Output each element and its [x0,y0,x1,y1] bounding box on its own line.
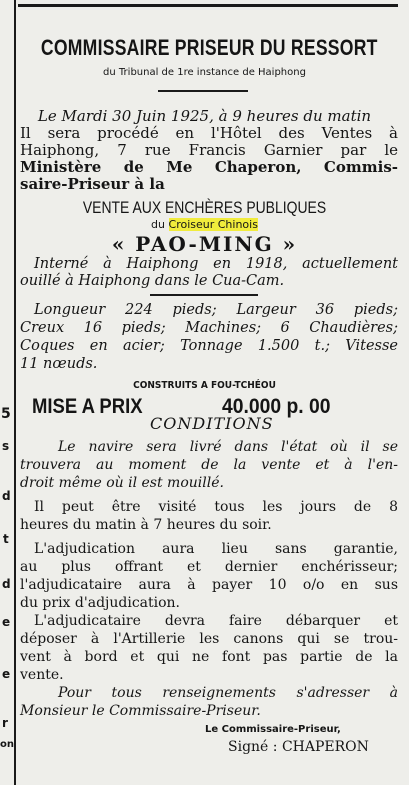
cruiser-highlight: Croiseur Chinois [168,218,258,231]
condition-line: Monsieur le Commissaire-Priseur. [20,703,261,719]
header-rule [158,90,248,92]
intro-line: saire-Priseur à la [20,175,165,193]
spec-line: Creux 16 pieds; Machines; 6 Chaudières; [20,320,398,336]
condition-line: vent à bord et qui ne font pas partie de la [20,649,398,665]
condition-line: L'adjudicataire devra faire débarquer et [34,613,398,629]
court-line: du Tribunal de 1re instance de Haiphong [103,67,306,78]
margin-fragment: e [2,667,11,681]
intro-line: Il sera procédé en l'Hôtel des Ventes à [20,124,398,142]
condition-line: heures du matin à 7 heures du soir. [20,517,272,533]
cruiser-line [0,219,409,230]
sale-date-line: Le Mardi 30 Juin 1925, à 9 heures du matin [37,107,372,125]
conditions-heading: CONDITIONS [150,414,274,433]
ship-name: « PAO-MING » [111,232,298,256]
condition-line: au plus offrant et dernier enchérisseur; [20,559,398,575]
margin-fragment: s [2,439,10,453]
margin-fragment: t [3,532,9,546]
interned-line: Interné à Haiphong en 1918, actuellement [34,256,398,272]
intro-line: Haiphong, 7 rue Francis Garnier par le [20,141,398,159]
margin-fragment: on [0,739,14,750]
price-label: MISE A PRIX [32,395,143,418]
du-word: du [151,218,166,231]
condition-line: trouvera au moment de la vente et à l'en- [20,457,398,473]
section-rule [150,294,258,296]
top-border-rule [18,4,398,7]
condition-line: l'adjudicataire aura à payer 10 o/o en sus [20,577,398,593]
margin-fragment: r [2,716,8,730]
condition-line: du prix d'adjudication. [20,595,181,611]
signature: Signé : CHAPERON [228,739,369,755]
signature-title: Le Commissaire-Priseur, [205,724,341,735]
built-line: CONSTRUITS A FOU-TCHÉOU [133,380,276,391]
condition-line: L'adjudication aura lieu sans garantie, [34,541,398,557]
condition-line: droit même où il est mouillé. [20,475,224,491]
margin-fragment: d [2,489,11,503]
condition-line: déposer à l'Artillerie les canons qui se trou- [20,631,398,647]
interned-line: ouillé à Haiphong dans le Cua-Cam. [20,273,285,289]
sale-heading: VENTE AUX ENCHÈRES PUBLIQUES [82,198,327,217]
spec-line: Longueur 224 pieds; Largeur 36 pieds; [34,302,398,318]
spec-line: Coques en acier; Tonnage 1.500 t.; Vitesse [20,338,398,354]
margin-fragment: 5 [1,406,11,422]
condition-line: vente. [20,667,64,683]
condition-line: Pour tous renseignements s'adresser à [58,685,398,701]
notice-title: COMMISSAIRE PRISEUR DU RESSORT [40,35,378,60]
spec-line: 11 nœuds. [20,356,98,372]
intro-line: Ministère de Me Chaperon, Commis- [20,158,398,176]
margin-fragment: d [2,577,11,591]
condition-line: Il peut être visité tous les jours de 8 [34,499,398,515]
price-value: 40.000 p. 00 [222,395,331,418]
margin-fragment: e [2,615,11,629]
condition-line: Le navire sera livré dans l'état où il se [58,439,398,455]
